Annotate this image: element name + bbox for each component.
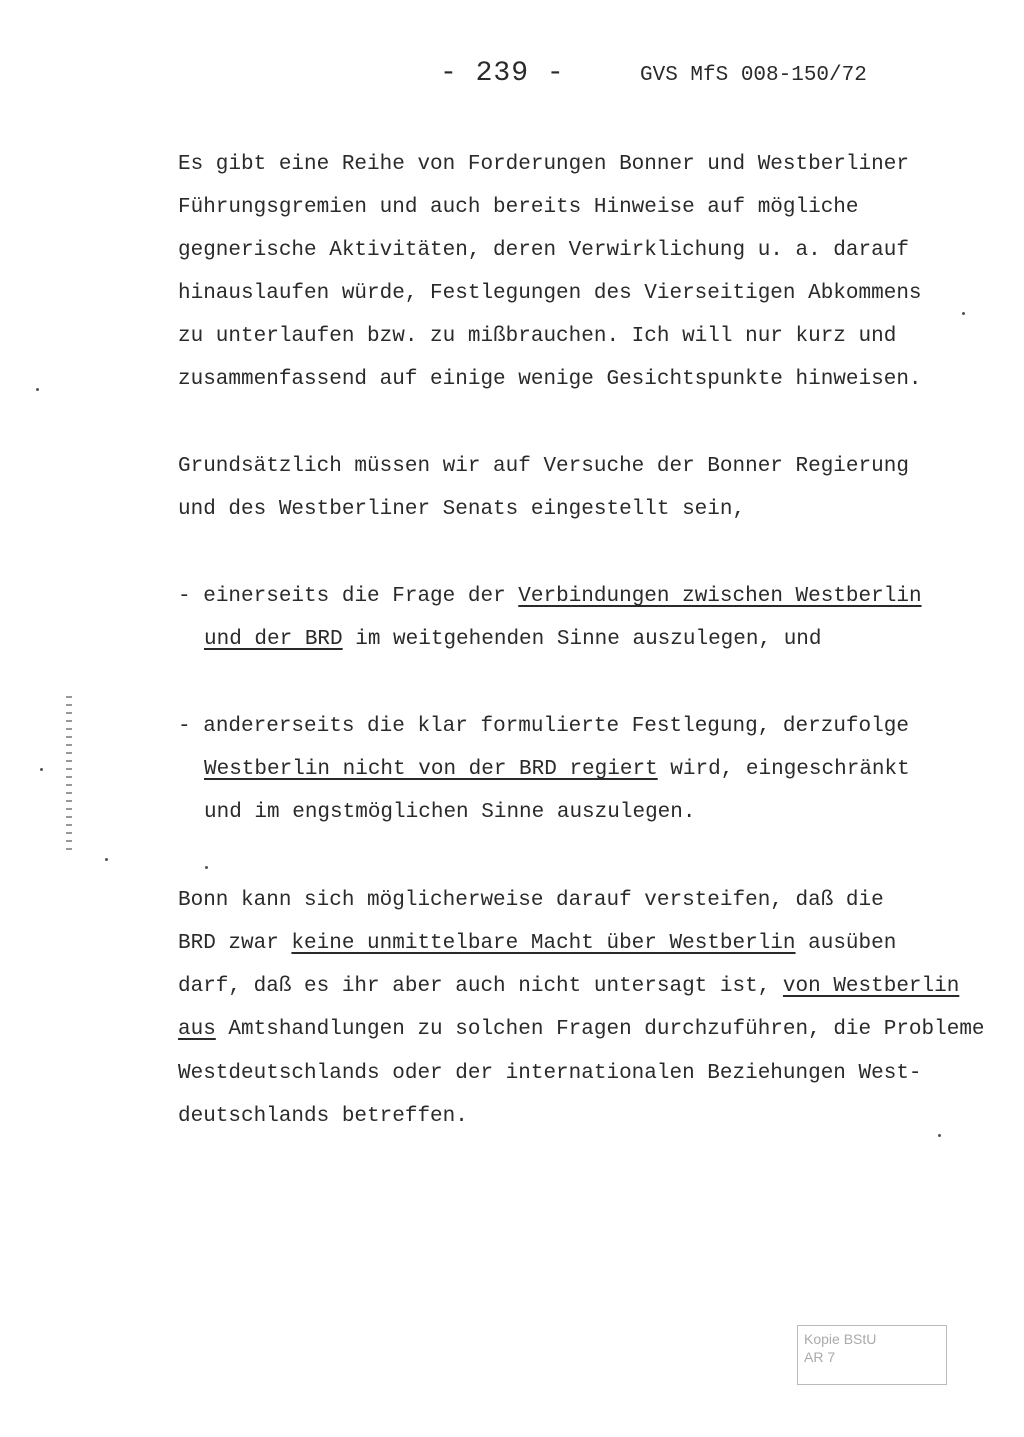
paragraph-3-line: Westdeutschlands oder der internationalen Beziehungen West- [178, 1062, 922, 1085]
paragraph-1-line: hinauslaufen würde, Festlegungen des Vierseitigen Abkommens [178, 282, 922, 305]
bullet-2-line-3: und im engstmöglichen Sinne auszulegen. [204, 801, 696, 824]
underlined-phrase: Westberlin nicht von der BRD regiert [204, 758, 658, 781]
margin-scan-marks [62, 690, 76, 890]
paragraph-1-line: Es gibt eine Reihe von Forderungen Bonner und Westberliner [178, 153, 909, 176]
scan-speck [938, 1134, 941, 1137]
paragraph-3-text: BRD zwar [178, 932, 292, 955]
underlined-phrase: aus [178, 1018, 216, 1041]
paragraph-2-line: und des Westberliner Senats eingestellt sein, [178, 498, 746, 521]
paragraph-3-line [178, 931, 896, 957]
scan-speck [40, 768, 43, 771]
paragraph-1-line: gegnerische Aktivitäten, deren Verwirklichung u. a. darauf [178, 239, 909, 262]
underlined-phrase: von Westberlin [782, 975, 960, 998]
scan-speck [105, 858, 108, 861]
paragraph-1-line: zusammenfassend auf einige wenige Gesichtspunkte hinweisen. [178, 368, 922, 391]
bullet-2-line-1 [178, 714, 909, 740]
bullet-1-line-1 [178, 584, 922, 610]
document-reference: GVS MfS 008-150/72 [640, 64, 867, 87]
paragraph-1-line: zu unterlaufen bzw. zu mißbrauchen. Ich will nur kurz und [178, 325, 897, 348]
scan-speck [205, 866, 208, 869]
underlined-phrase: keine unmittelbare Macht über Westberlin [291, 932, 796, 955]
bullet-dash: - [178, 585, 191, 608]
paragraph-3-line: Bonn kann sich möglicherweise darauf versteifen, daß die [178, 889, 884, 912]
bullet-2-text: wird, eingeschränkt [657, 758, 910, 781]
scan-speck [36, 388, 39, 391]
page-number: - 239 - [440, 58, 565, 89]
paragraph-3-text: ausüben [795, 932, 897, 955]
paragraph-3-line: deutschlands betreffen. [178, 1105, 468, 1128]
underlined-phrase: und der BRD [204, 628, 343, 651]
paragraph-3-text: darf, daß es ihr aber auch nicht untersagt ist, [178, 975, 783, 998]
paragraph-3-text: Amtshandlungen zu solchen Fragen durchzuführen, die Probleme [215, 1018, 985, 1041]
bullet-1-text: im weitgehenden Sinne auszulegen, und [342, 628, 822, 651]
bullet-2-line-2 [204, 757, 910, 783]
archive-stamp [797, 1325, 947, 1385]
bullet-1-line-2 [204, 627, 822, 653]
paragraph-3-line [178, 1017, 985, 1043]
stamp-line-1: Kopie BStU [804, 1331, 877, 1347]
paragraph-3-line [178, 974, 959, 1000]
paragraph-1-line: Führungsgremien und auch bereits Hinweise auf mögliche [178, 196, 859, 219]
scan-speck [962, 312, 965, 315]
paragraph-2-line: Grundsätzlich müssen wir auf Versuche der Bonner Regierung [178, 455, 909, 478]
bullet-dash: - [178, 715, 191, 738]
bullet-1-text: einerseits die Frage der [203, 585, 519, 608]
underlined-phrase: Verbindungen zwischen Westberlin [518, 585, 922, 608]
stamp-line-2: AR 7 [804, 1349, 836, 1365]
bullet-2-text: andererseits die klar formulierte Festlegung, derzufolge [203, 715, 909, 738]
page-header [0, 58, 1024, 98]
